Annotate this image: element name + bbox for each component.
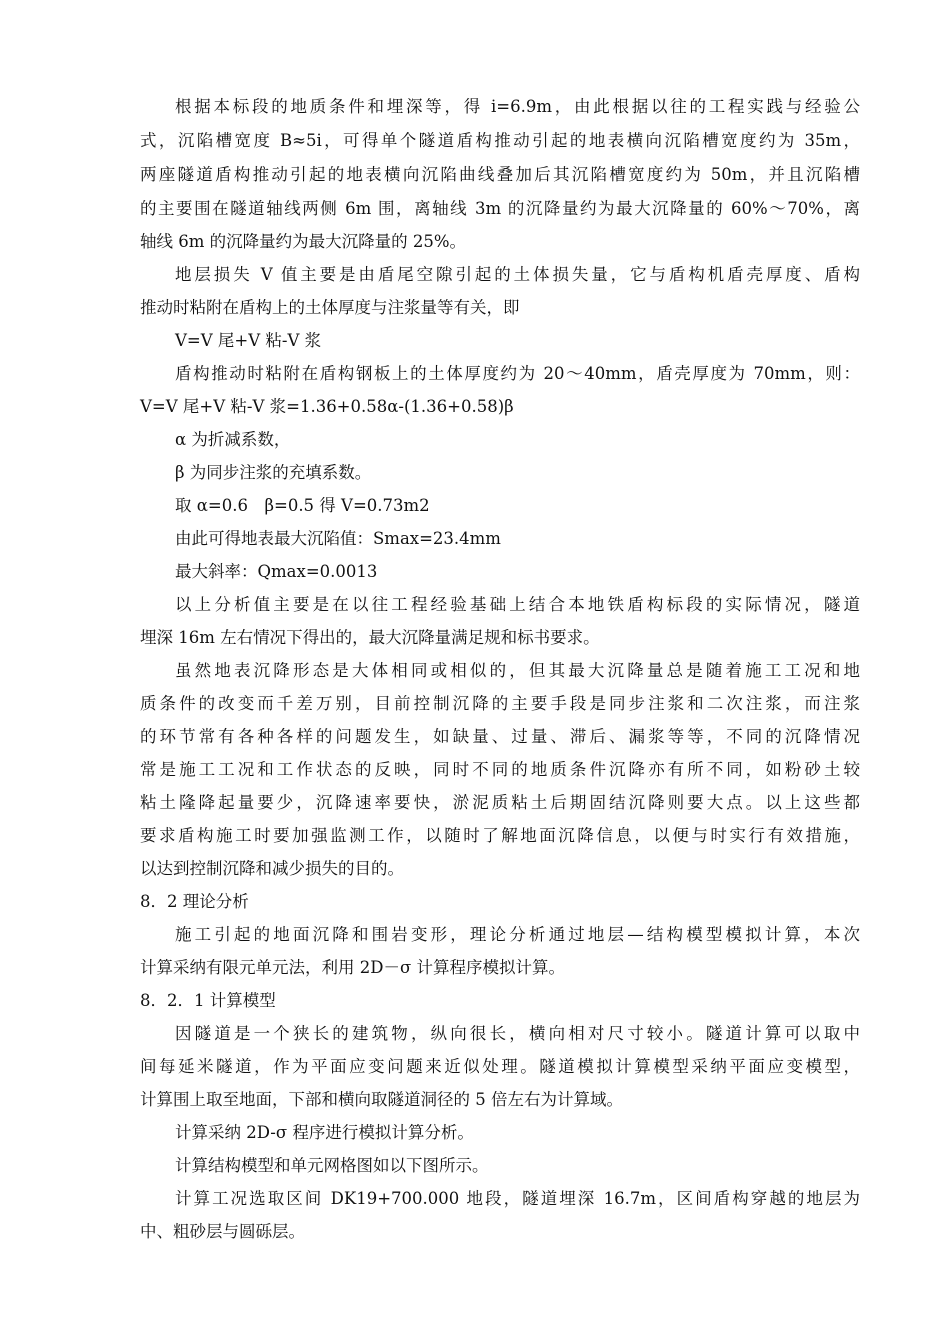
body-line: 地层损失 V 值主要是由盾尾空隙引起的土体损失量，它与盾构机盾壳厚度、盾构 — [175, 265, 860, 284]
body-line: 计算采纳有限元单元法，利用 2D－σ 计算程序模拟计算。 — [140, 958, 565, 977]
body-line: 质条件的改变而千差万别，目前控制沉降的主要手段是同步注浆和二次注浆，而注浆 — [140, 694, 860, 713]
body-line: 最大斜率：Qmax=0.0013 — [175, 562, 378, 581]
body-line: 中、粗砂层与圆砾层。 — [140, 1222, 305, 1241]
body-line: 计算工况选取区间 DK19+700.000 地段，隧道埋深 16.7m，区间盾构穿越的地层为 — [175, 1189, 860, 1208]
body-line: 的主要围在隧道轴线两侧 6m 围，离轴线 3m 的沉降量约为最大沉降量的 60%～70%，离 — [140, 199, 860, 218]
body-line: 两座隧道盾构推动引起的地表横向沉陷曲线叠加后其沉陷槽宽度约为 50m，并且沉陷槽 — [140, 165, 860, 184]
body-line: 计算采纳 2D-σ 程序进行模拟计算分析。 — [175, 1123, 474, 1142]
body-line: 计算围上取至地面，下部和横向取隧道洞径的 5 倍左右为计算域。 — [140, 1090, 623, 1109]
body-line: 由此可得地表最大沉陷值：Smax=23.4mm — [175, 529, 501, 548]
body-line: 间每延米隧道，作为平面应变问题来近似处理。隧道模拟计算模型采纳平面应变模型， — [140, 1057, 860, 1076]
body-line: 粘土隆降起量要少，沉降速率要快，淤泥质粘土后期固结沉降则要大点。以上这些都 — [140, 793, 860, 812]
body-line: 要求盾构施工时要加强监测工作，以随时了解地面沉降信息，以便与时实行有效措施， — [140, 826, 860, 845]
section-heading: 8．2 理论分析 — [140, 892, 249, 911]
body-line: β 为同步注浆的充填系数。 — [175, 463, 372, 482]
formula-line: V=V 尾+V 粘-V 浆=1.36+0.58α-(1.36+0.58)β — [140, 397, 514, 416]
body-line: 式，沉陷槽宽度 B≈5i，可得单个隧道盾构推动引起的地表横向沉陷槽宽度约为 35m， — [140, 131, 860, 150]
body-line: 以达到控制沉降和减少损失的目的。 — [140, 859, 404, 878]
body-line: 常是施工工况和工作状态的反映，同时不同的地质条件沉降亦有所不同，如粉砂土较 — [140, 760, 860, 779]
formula-line: V=V 尾+V 粘-V 浆 — [175, 331, 322, 350]
body-line: 埋深 16m 左右情况下得出的，最大沉降量满足规和标书要求。 — [140, 628, 600, 647]
body-line: 轴线 6m 的沉降量约为最大沉降量的 25%。 — [140, 232, 467, 251]
subsection-heading: 8．2．1 计算模型 — [140, 991, 276, 1010]
body-line: 的环节常有各种各样的问题发生，如缺量、过量、滞后、漏浆等等，不同的沉降情况 — [140, 727, 860, 746]
body-line: 盾构推动时粘附在盾构钢板上的土体厚度约为 20～40mm，盾壳厚度为 70mm，则： — [175, 364, 860, 383]
body-line: 以上分析值主要是在以往工程经验基础上结合本地铁盾构标段的实际情况，隧道 — [175, 595, 860, 614]
body-line: 施工引起的地面沉降和围岩变形，理论分析通过地层—结构模型模拟计算，本次 — [175, 925, 860, 944]
body-line: 取 α=0.6 β=0.5 得 V=0.73m2 — [175, 496, 430, 515]
body-line: 根据本标段的地质条件和埋深等，得 i=6.9m，由此根据以往的工程实践与经验公 — [175, 97, 860, 116]
body-line: α 为折减系数， — [175, 430, 291, 449]
body-line: 推动时粘附在盾构上的土体厚度与注浆量等有关，即 — [140, 298, 520, 317]
body-line: 计算结构模型和单元网格图如以下图所示。 — [175, 1156, 489, 1175]
body-line: 因隧道是一个狭长的建筑物，纵向很长，横向相对尺寸较小。隧道计算可以取中 — [175, 1024, 860, 1043]
body-line: 虽然地表沉降形态是大体相同或相似的，但其最大沉降量总是随着施工工况和地 — [175, 661, 860, 680]
